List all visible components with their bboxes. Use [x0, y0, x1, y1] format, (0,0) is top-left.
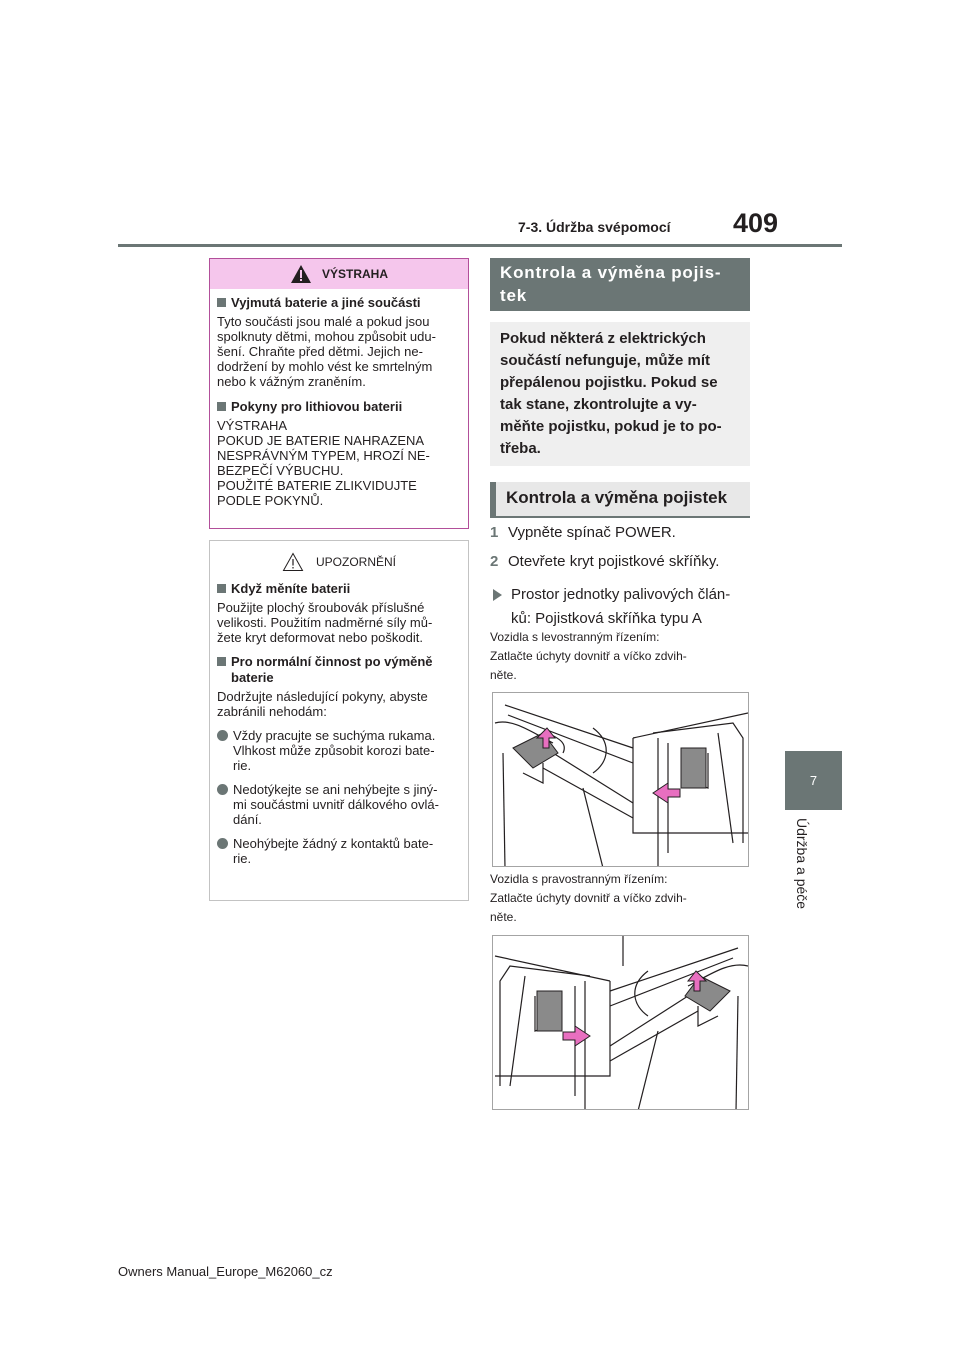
fuse-box-drawing	[493, 936, 749, 1110]
step-number: 2	[490, 553, 499, 570]
list-item: Nedotýkejte se ani nehýbejte s jiný- mi součástmi uvnitř dálkového ovlá- dání.	[217, 782, 460, 827]
round-bullet-icon	[217, 730, 228, 741]
warning-box	[209, 258, 469, 529]
caution-header	[210, 547, 468, 577]
step-item: 1 Vypněte spínač POWER.	[490, 524, 676, 541]
round-bullet-icon	[217, 838, 228, 849]
square-bullet-icon	[217, 298, 226, 307]
warning-paragraph: Tyto součásti jsou malé a pokud jsou spolknuty dětmi, mohou způsobit udu- šení. Chraňte před dětmi. Jejich ne- dodržení by mohlo vést ke smrtelným nebo k vážným zraněním.	[217, 314, 436, 389]
page-number: 409	[733, 208, 779, 238]
footer-text: Owners Manual_Europe_M62060_cz	[118, 1264, 333, 1279]
subsection-title: Kontrola a výměna pojistek	[490, 482, 750, 518]
round-bullet-icon	[217, 784, 228, 795]
section-title: Kontrola a výměna pojis- tek	[490, 258, 750, 311]
square-bullet-icon	[217, 584, 226, 593]
chapter-tab[interactable]	[785, 751, 842, 810]
fuse-box-drawing	[493, 693, 749, 867]
caution-subheading: Když měníte baterii	[217, 581, 460, 597]
caution-paragraph: Dodržujte následující pokyny, abyste zabránili nehodám:	[217, 689, 428, 719]
chapter-title: Údržba a péče	[794, 818, 810, 910]
rhd-instructions: Vozidla s pravostranným řízením: Zatlačte úchyty dovnitř a víčko zdvih- něte.	[490, 872, 687, 924]
caution-box	[209, 540, 469, 901]
list-item: Vždy pracujte se suchýma rukama. Vlhkost může způsobit korozi bate- rie.	[217, 728, 460, 773]
step-item: 2 Otevřete kryt pojistkové skříňky.	[490, 553, 720, 570]
chapter-number: 7	[809, 773, 818, 788]
warning-header	[210, 259, 468, 289]
square-bullet-icon	[217, 657, 226, 666]
fuse-box-illustration-lhd	[492, 692, 749, 867]
warning-triangle-icon	[290, 264, 312, 284]
list-item: Neohýbejte žádný z kontaktů bate- rie.	[217, 836, 460, 866]
intro-box: Pokud některá z elektrických součástí nefunguje, může mít přepálenou pojistku. Pokud se tak stane, zkontrolujte a vy- měňte pojistku, pokud je to po- třeba.	[490, 322, 750, 466]
warning-subheading: Pokyny pro lithiovou baterii	[217, 399, 460, 415]
caution-paragraph: Použijte plochý šroubovák příslušné velikosti. Použitím nadměrné síly mů- žete kryt deformovat nebo poškodit.	[217, 600, 433, 645]
warning-title: VÝSTRAHA	[321, 267, 388, 281]
arrow-list-item: Prostor jednotky palivových člán- ků: Pojistková skříňka typu A	[490, 583, 755, 631]
warning-subheading: Vyjmutá baterie a jiné součásti	[217, 295, 460, 311]
caution-triangle-icon	[282, 552, 304, 572]
caution-subheading: Pro normální činnost po výměně baterie	[217, 654, 460, 686]
caution-title: UPOZORNĚNÍ	[315, 555, 396, 569]
lhd-instructions: Vozidla s levostranným řízením: Zatlačte úchyty dovnitř a víčko zdvih- něte.	[490, 630, 687, 682]
section-header: 7-3. Údržba svépomocí	[518, 219, 671, 235]
warning-paragraph: VÝSTRAHA POKUD JE BATERIE NAHRAZENA NESPRÁVNÝM TYPEM, HROZÍ NE- BEZPEČÍ VÝBUCHU. POUŽITÉ BATERIE ZLIKVIDUJTE PODLE POKYNŮ.	[217, 418, 430, 508]
fuse-box-illustration-rhd	[492, 935, 749, 1110]
square-bullet-icon	[217, 402, 226, 411]
step-number: 1	[490, 524, 499, 541]
arrow-right-icon	[493, 589, 502, 601]
header-rule	[118, 244, 842, 247]
